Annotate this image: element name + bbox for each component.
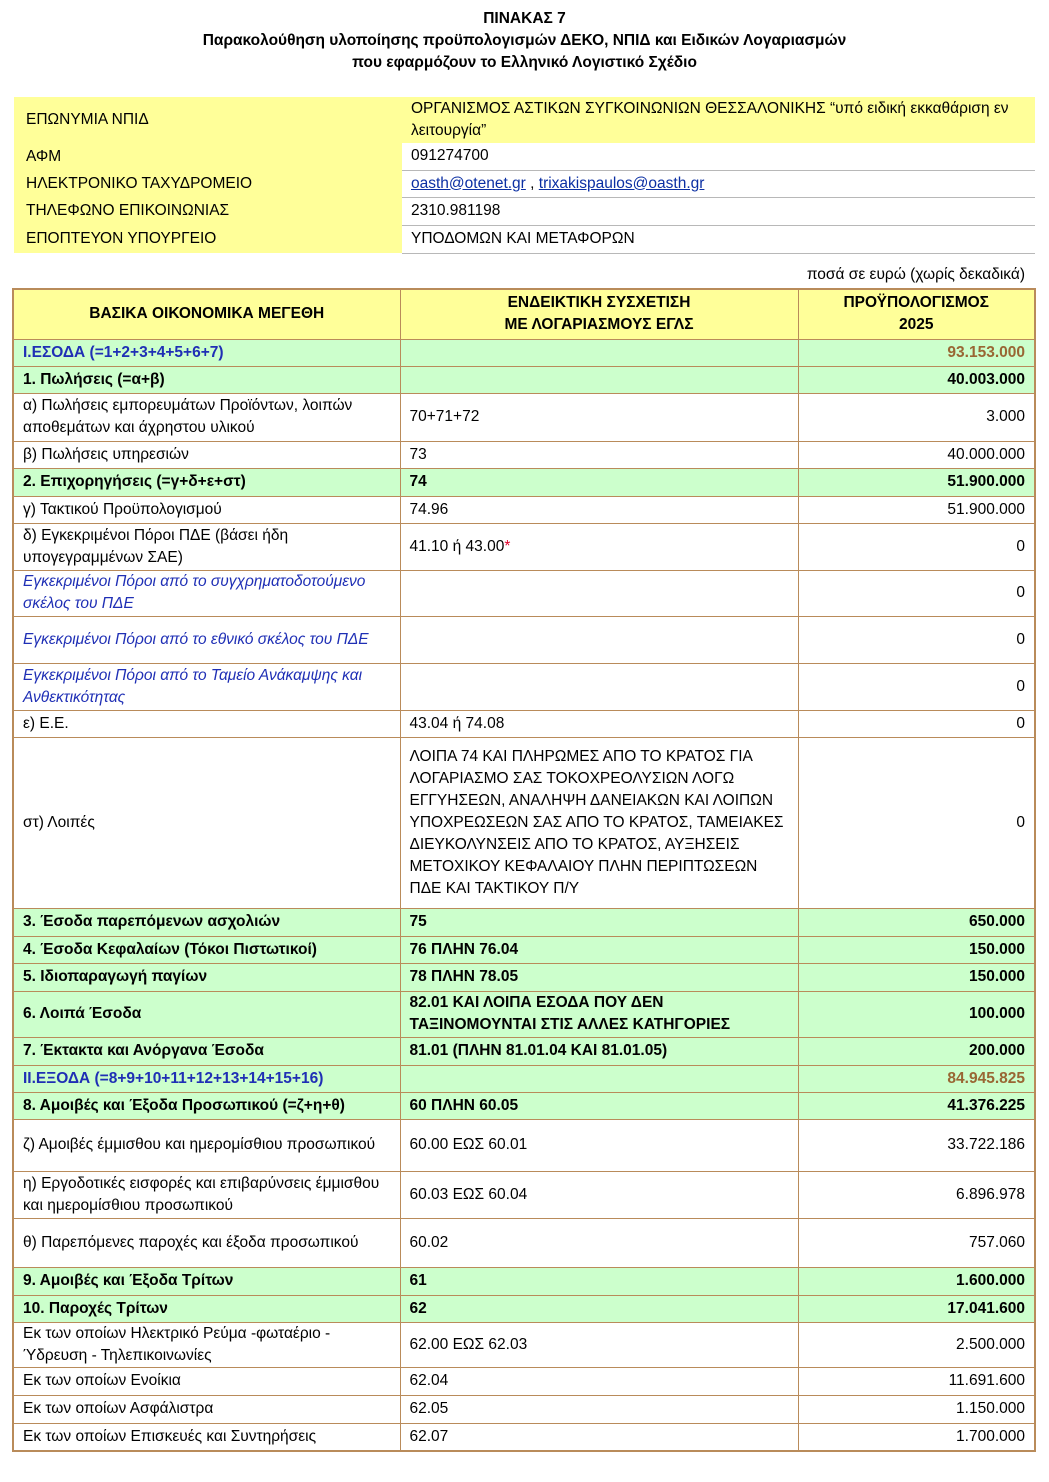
- email-separator: ,: [525, 174, 539, 192]
- name-label: ΕΠΩΝΥΜΙΑ ΝΠΙΔ: [14, 97, 402, 143]
- budget-table: [12, 288, 1036, 1452]
- row-account-code: 41.10 ή 43.00*: [400, 523, 798, 570]
- table-row: [13, 1423, 1035, 1451]
- row-amount: 40.000.000: [798, 441, 1035, 468]
- phone-label: ΤΗΛΕΦΩΝΟ ΕΠΙΚΟΙΝΩΝΙΑΣ: [14, 197, 402, 225]
- row-amount: 17.041.600: [798, 1295, 1035, 1322]
- row-label: η) Εργοδοτικές εισφορές και επιβαρύνσεις έμμισθου και ημερομίσθιου προσωπικού: [13, 1171, 400, 1218]
- row-account-code: ΛΟΙΠΑ 74 ΚΑΙ ΠΛΗΡΩΜΕΣ ΑΠΟ ΤΟ ΚΡΑΤΟΣ ΓΙΑ ΛΟΓΑΡΙΑΣΜΟ ΣΑΣ ΤΟΚΟΧΡΕΟΛΥΣΙΩΝ ΛΟΓΩ ΕΓΓΥΗΣΕΩΝ, ΑΝΑΛΗΨΗ ΔΑΝΕΙΑΚΩΝ ΚΑΙ ΛΟΙΠΩΝ ΥΠΟΧΡΕΩΣΕΩΝ ΣΑΣ ΑΠΟ ΤΟ ΚΡΑΤΟΣ, ΤΑΜΕΙΑΚΕΣ ΔΙΕΥΚΟΛΥΝΣΕΙΣ ΑΠΟ ΤΟ ΚΡΑΤΟΣ, ΑΥΞΗΣΕΙΣ ΜΕΤΟΧΙΚΟΥ ΚΕΦΑΛΑΙΟΥ ΠΛΗΝ ΠΕΡΙΠΤΩΣΕΩΝ ΠΔΕ ΚΑΙ ΤΑΚΤΙΚΟΥ Π/Υ: [400, 737, 798, 908]
- row-account-code: [400, 570, 798, 616]
- group-row: [13, 908, 1035, 936]
- group-row: [13, 1267, 1035, 1295]
- row-label: 9. Αμοιβές και Έξοδα Τρίτων: [13, 1267, 400, 1295]
- document-header: [0, 8, 1049, 74]
- table-row: [13, 1171, 1035, 1218]
- row-account-code: 60.02: [400, 1218, 798, 1267]
- asterisk-mark: *: [504, 537, 511, 555]
- row-label: 3. Έσοδα παρεπόμενων ασχολιών: [13, 908, 400, 936]
- afm-label: ΑΦΜ: [14, 143, 402, 170]
- row-label: Εγκεκριμένοι Πόροι από το Ταμείο Ανάκαμψης και Ανθεκτικότητας: [13, 663, 400, 710]
- group-row: [13, 1295, 1035, 1322]
- row-account-code: 62.04: [400, 1367, 798, 1395]
- name-value: ΟΡΓΑΝΙΣΜΟΣ ΑΣΤΙΚΩΝ ΣΥΓΚΟΙΝΩΝΙΩΝ ΘΕΣΣΑΛΟΝΙΚΗΣ “υπό ειδική εκκαθάριση εν λειτουργία”: [402, 97, 1035, 143]
- row-amount: 100.000: [798, 991, 1035, 1037]
- col-header-figures: ΒΑΣΙΚΑ ΟΙΚΟΝΟΜΙΚΑ ΜΕΓΕΘΗ: [13, 289, 400, 339]
- row-amount: 84.945.825: [798, 1065, 1035, 1092]
- row-account-code: 60 ΠΛΗΝ 60.05: [400, 1092, 798, 1119]
- row-label: θ) Παρεπόμενες παροχές και έξοδα προσωπικού: [13, 1218, 400, 1267]
- section-row: [13, 1065, 1035, 1092]
- col-header-budget: ΠΡΟΫΠΟΛΟΓΙΣΜΟΣ 2025: [798, 289, 1035, 339]
- row-label: 6. Λοιπά Έσοδα: [13, 991, 400, 1037]
- row-label: στ) Λοιπές: [13, 737, 400, 908]
- unit-note: ποσά σε ευρώ (χωρίς δεκαδικά): [806, 266, 1025, 283]
- info-row-ministry: [14, 225, 1035, 253]
- budget-table-header: [13, 289, 1035, 339]
- info-row-phone: [14, 197, 1035, 225]
- row-amount: 40.003.000: [798, 366, 1035, 393]
- row-account-code: 70+71+72: [400, 393, 798, 441]
- row-account-code: 62.00 ΕΩΣ 62.03: [400, 1322, 798, 1367]
- row-account-code: 61: [400, 1267, 798, 1295]
- row-account-code: 62.05: [400, 1395, 798, 1423]
- group-row: [13, 936, 1035, 963]
- row-amount: 51.900.000: [798, 496, 1035, 523]
- row-account-code: 76 ΠΛΗΝ 76.04: [400, 936, 798, 963]
- row-label: γ) Τακτικού Προϋπολογισμού: [13, 496, 400, 523]
- email-label: ΗΛΕΚΤΡΟΝΙΚΟ ΤΑΧΥΔΡΟΜΕΙΟ: [14, 170, 402, 197]
- row-account-code: [400, 1065, 798, 1092]
- row-account-code: [400, 339, 798, 366]
- row-amount: 0: [798, 570, 1035, 616]
- table-row: [13, 710, 1035, 737]
- row-amount: 0: [798, 737, 1035, 908]
- table-row: [13, 523, 1035, 570]
- info-row-email: [14, 170, 1035, 197]
- row-label: Εκ των οποίων Ηλεκτρικό Ρεύμα -φωταέριο - Ύδρευση - Τηλεπικοινωνίες: [13, 1322, 400, 1367]
- row-label: δ) Εγκεκριμένοι Πόροι ΠΔΕ (βάσει ήδη υπογεγραμμένων ΣΑΕ): [13, 523, 400, 570]
- row-amount: 0: [798, 616, 1035, 663]
- row-account-code: 75: [400, 908, 798, 936]
- row-account-code: 74.96: [400, 496, 798, 523]
- row-label: Εκ των οποίων Ασφάλιστρα: [13, 1395, 400, 1423]
- row-label: 8. Αμοιβές και Έξοδα Προσωπικού (=ζ+η+θ): [13, 1092, 400, 1119]
- row-account-code: 62.07: [400, 1423, 798, 1451]
- row-amount: 650.000: [798, 908, 1035, 936]
- table-row: [13, 393, 1035, 441]
- col-header-accounts: ΕΝΔΕΙΚΤΙΚΗ ΣΥΣΧΕΤΙΣΗ ΜΕ ΛΟΓΑΡΙΑΣΜΟΥΣ ΕΓΛΣ: [400, 289, 798, 339]
- row-account-code: 74: [400, 468, 798, 496]
- email-link-2[interactable]: trixakispaulos@oasth.gr: [538, 174, 705, 192]
- table-row: [13, 663, 1035, 710]
- row-label: ζ) Αμοιβές έμμισθου και ημερομίσθιου προσωπικού: [13, 1119, 400, 1171]
- entity-info-table: [14, 97, 1035, 254]
- row-account-code: [400, 663, 798, 710]
- table-row: [13, 1395, 1035, 1423]
- row-amount: 150.000: [798, 936, 1035, 963]
- row-amount: 3.000: [798, 393, 1035, 441]
- document-title: Παρακολούθηση υλοποίησης προϋπολογισμών ΔΕΚΟ, ΝΠΙΔ και Ειδικών Λογαριασμών: [202, 32, 847, 49]
- ministry-label: ΕΠΟΠΤΕΥΟΝ ΥΠΟΥΡΓΕΙΟ: [14, 225, 402, 253]
- row-amount: 6.896.978: [798, 1171, 1035, 1218]
- row-label: Εκ των οποίων Επισκευές και Συντηρήσεις: [13, 1423, 400, 1451]
- row-amount: 1.150.000: [798, 1395, 1035, 1423]
- group-row: [13, 1037, 1035, 1065]
- table-row: [13, 441, 1035, 468]
- group-row: [13, 366, 1035, 393]
- row-amount: 1.600.000: [798, 1267, 1035, 1295]
- table-row: [13, 496, 1035, 523]
- section-row: [13, 339, 1035, 366]
- phone-value: 2310.981198: [402, 197, 1035, 225]
- row-label: Εκ των οποίων Ενοίκια: [13, 1367, 400, 1395]
- table-row: [13, 1119, 1035, 1171]
- row-amount: 2.500.000: [798, 1322, 1035, 1367]
- row-label: 4. Έσοδα Κεφαλαίων (Τόκοι Πιστωτικοί): [13, 936, 400, 963]
- row-label: 5. Ιδιοπαραγωγή παγίων: [13, 963, 400, 991]
- row-label: Εγκεκριμένοι Πόροι από το εθνικό σκέλος του ΠΔΕ: [13, 616, 400, 663]
- email-value: [402, 170, 1035, 197]
- email-link-1[interactable]: oasth@otenet.gr: [411, 174, 526, 192]
- row-account-code: [400, 366, 798, 393]
- row-amount: 757.060: [798, 1218, 1035, 1267]
- row-account-code: 78 ΠΛΗΝ 78.05: [400, 963, 798, 991]
- group-row: [13, 963, 1035, 991]
- row-label: 1. Πωλήσεις (=α+β): [13, 366, 400, 393]
- row-amount: 41.376.225: [798, 1092, 1035, 1119]
- document-subtitle: που εφαρμόζουν το Ελληνικό Λογιστικό Σχέδιο: [352, 54, 697, 71]
- row-label: β) Πωλήσεις υπηρεσιών: [13, 441, 400, 468]
- row-amount: 11.691.600: [798, 1367, 1035, 1395]
- budget-table-body: [13, 339, 1035, 1451]
- row-amount: 51.900.000: [798, 468, 1035, 496]
- table-row: [13, 570, 1035, 616]
- table-row: [13, 1322, 1035, 1367]
- group-row: [13, 468, 1035, 496]
- table-row: [13, 737, 1035, 908]
- row-label: Ι.ΕΣΟΔΑ (=1+2+3+4+5+6+7): [13, 339, 400, 366]
- table-row: [13, 1367, 1035, 1395]
- row-label: 2. Επιχορηγήσεις (=γ+δ+ε+στ): [13, 468, 400, 496]
- row-account-code: 43.04 ή 74.08: [400, 710, 798, 737]
- row-account-code: 82.01 ΚΑΙ ΛΟΙΠΑ ΕΣΟΔΑ ΠΟΥ ΔΕΝ ΤΑΞΙΝΟΜΟΥΝΤΑΙ ΣΤΙΣ ΑΛΛΕΣ ΚΑΤΗΓΟΡΙΕΣ: [400, 991, 798, 1037]
- row-label: 7. Έκτακτα και Ανόργανα Έσοδα: [13, 1037, 400, 1065]
- table-number: ΠΙΝΑΚΑΣ 7: [483, 10, 566, 27]
- table-row: [13, 1218, 1035, 1267]
- row-amount: 150.000: [798, 963, 1035, 991]
- row-amount: 93.153.000: [798, 339, 1035, 366]
- row-label: ε) Ε.Ε.: [13, 710, 400, 737]
- ministry-value: ΥΠΟΔΟΜΩΝ ΚΑΙ ΜΕΤΑΦΟΡΩΝ: [402, 225, 1035, 253]
- table-row: [13, 616, 1035, 663]
- row-account-code: 60.00 ΕΩΣ 60.01: [400, 1119, 798, 1171]
- info-row-afm: [14, 143, 1035, 170]
- row-label: 10. Παροχές Τρίτων: [13, 1295, 400, 1322]
- row-label: α) Πωλήσεις εμπορευμάτων Προϊόντων, λοιπών αποθεμάτων και άχρηστου υλικού: [13, 393, 400, 441]
- row-amount: 0: [798, 710, 1035, 737]
- row-amount: 33.722.186: [798, 1119, 1035, 1171]
- row-amount: 0: [798, 663, 1035, 710]
- row-account-code: 60.03 ΕΩΣ 60.04: [400, 1171, 798, 1218]
- row-account-code: [400, 616, 798, 663]
- row-amount: 0: [798, 523, 1035, 570]
- afm-value: 091274700: [402, 143, 1035, 170]
- group-row: [13, 991, 1035, 1037]
- row-amount: 1.700.000: [798, 1423, 1035, 1451]
- row-amount: 200.000: [798, 1037, 1035, 1065]
- row-label: Εγκεκριμένοι Πόροι από το συγχρηματοδοτούμενο σκέλος του ΠΔΕ: [13, 570, 400, 616]
- row-account-code: 81.01 (ΠΛΗΝ 81.01.04 ΚΑΙ 81.01.05): [400, 1037, 798, 1065]
- info-row-name: [14, 97, 1035, 143]
- group-row: [13, 1092, 1035, 1119]
- row-account-code: 62: [400, 1295, 798, 1322]
- row-label: ΙΙ.ΕΞΟΔΑ (=8+9+10+11+12+13+14+15+16): [13, 1065, 400, 1092]
- row-account-code: 73: [400, 441, 798, 468]
